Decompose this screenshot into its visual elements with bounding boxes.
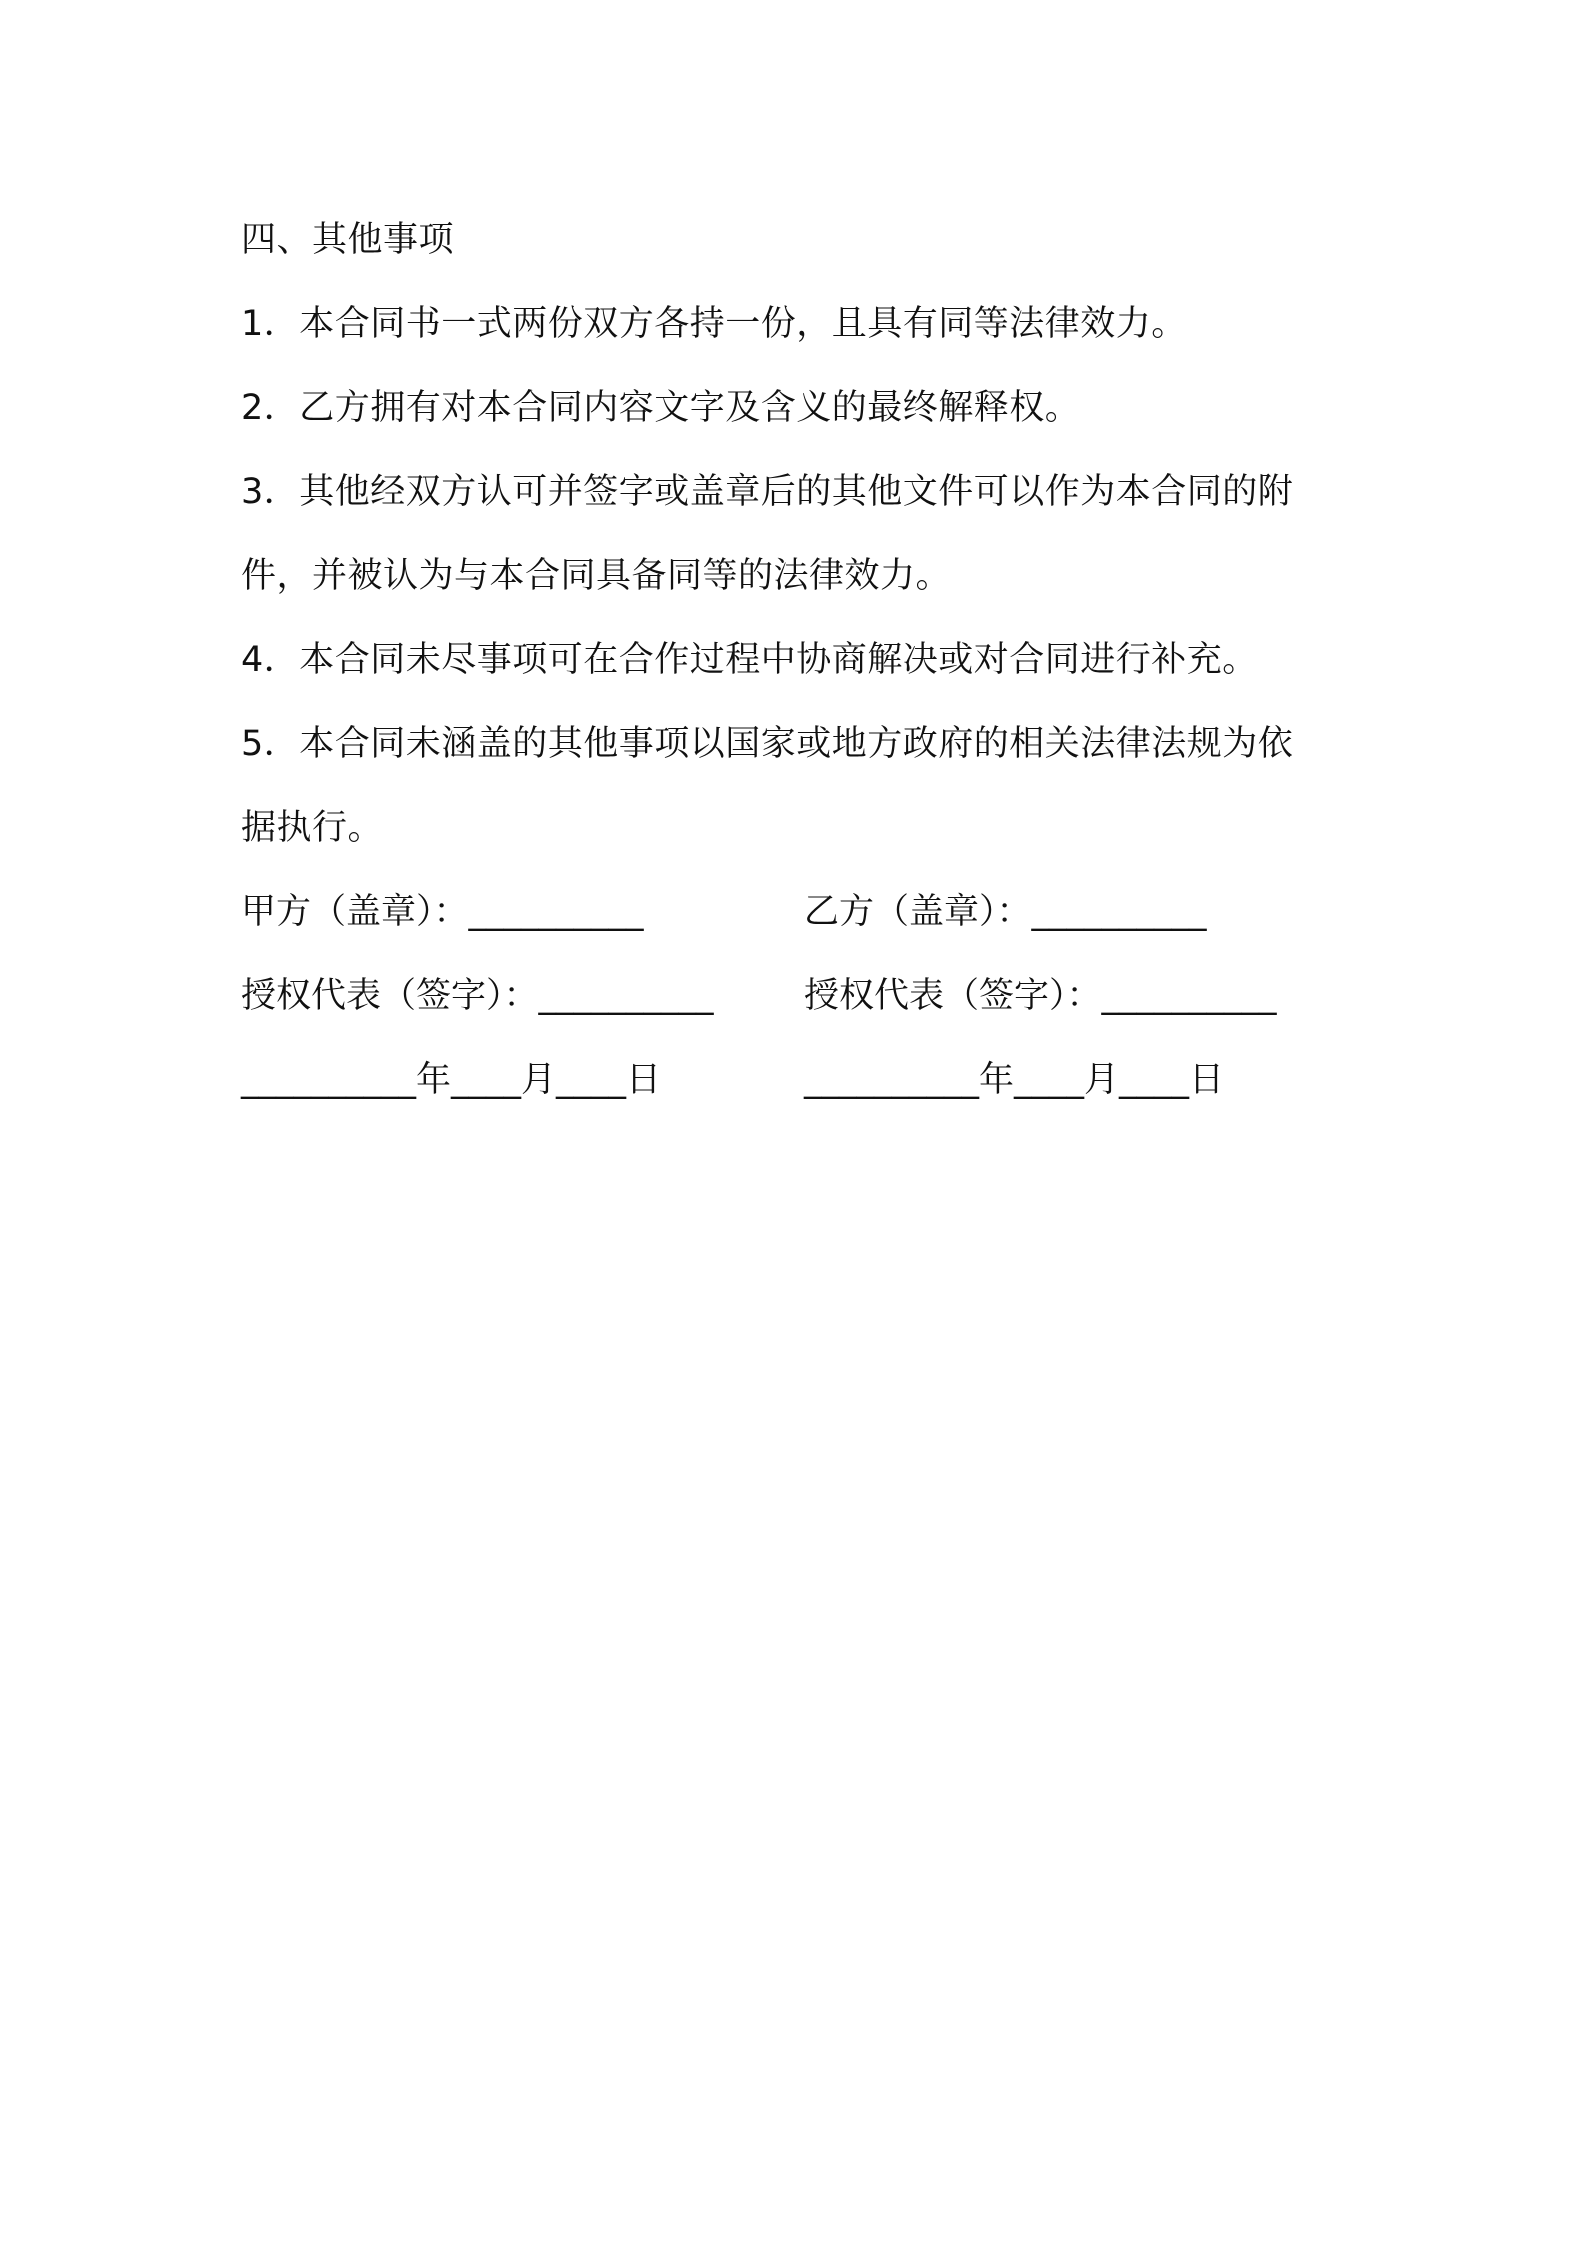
clause-2 [241,366,1361,450]
party-a-representative: 授权代表（签字）：__________ [241,976,714,1016]
party-b-representative: 授权代表（签字）：__________ [804,976,1277,1016]
clause-1 [241,282,1361,366]
contract-section [241,198,1361,1122]
party-b-seal: 乙方（盖章）：__________ [804,892,1207,932]
clause-3-line-2: 件，并被认为与本合同具备同等的法律效力。 [241,556,952,596]
clause-3 [241,450,1361,618]
clause-5-line-1: 5．本合同未涵盖的其他事项以国家或地方政府的相关法律法规为依 [241,724,1294,764]
clause-5-line-2: 据执行。 [241,808,384,848]
section-heading: 四、其他事项 [241,220,455,260]
clause-3-line-1: 3．其他经双方认可并签字或盖章后的其他文件可以作为本合同的附 [241,472,1294,512]
signature-block [241,870,1361,1122]
date-row [241,1038,1361,1122]
clause-5 [241,702,1361,870]
clause-4 [241,618,1361,702]
clause-2-line-1: 2．乙方拥有对本合同内容文字及含义的最终解释权。 [241,388,1081,428]
clause-4-line-1: 4．本合同未尽事项可在合作过程中协商解决或对合同进行补充。 [241,640,1258,680]
party-a-date: __________年____月____日 [241,1060,662,1100]
party-a-seal: 甲方（盖章）：__________ [241,892,644,932]
clause-1-line-1: 1．本合同书一式两份双方各持一份，且具有同等法律效力。 [241,304,1187,344]
seal-row [241,870,1361,954]
representative-row [241,954,1361,1038]
party-b-date: __________年____月____日 [804,1060,1225,1100]
